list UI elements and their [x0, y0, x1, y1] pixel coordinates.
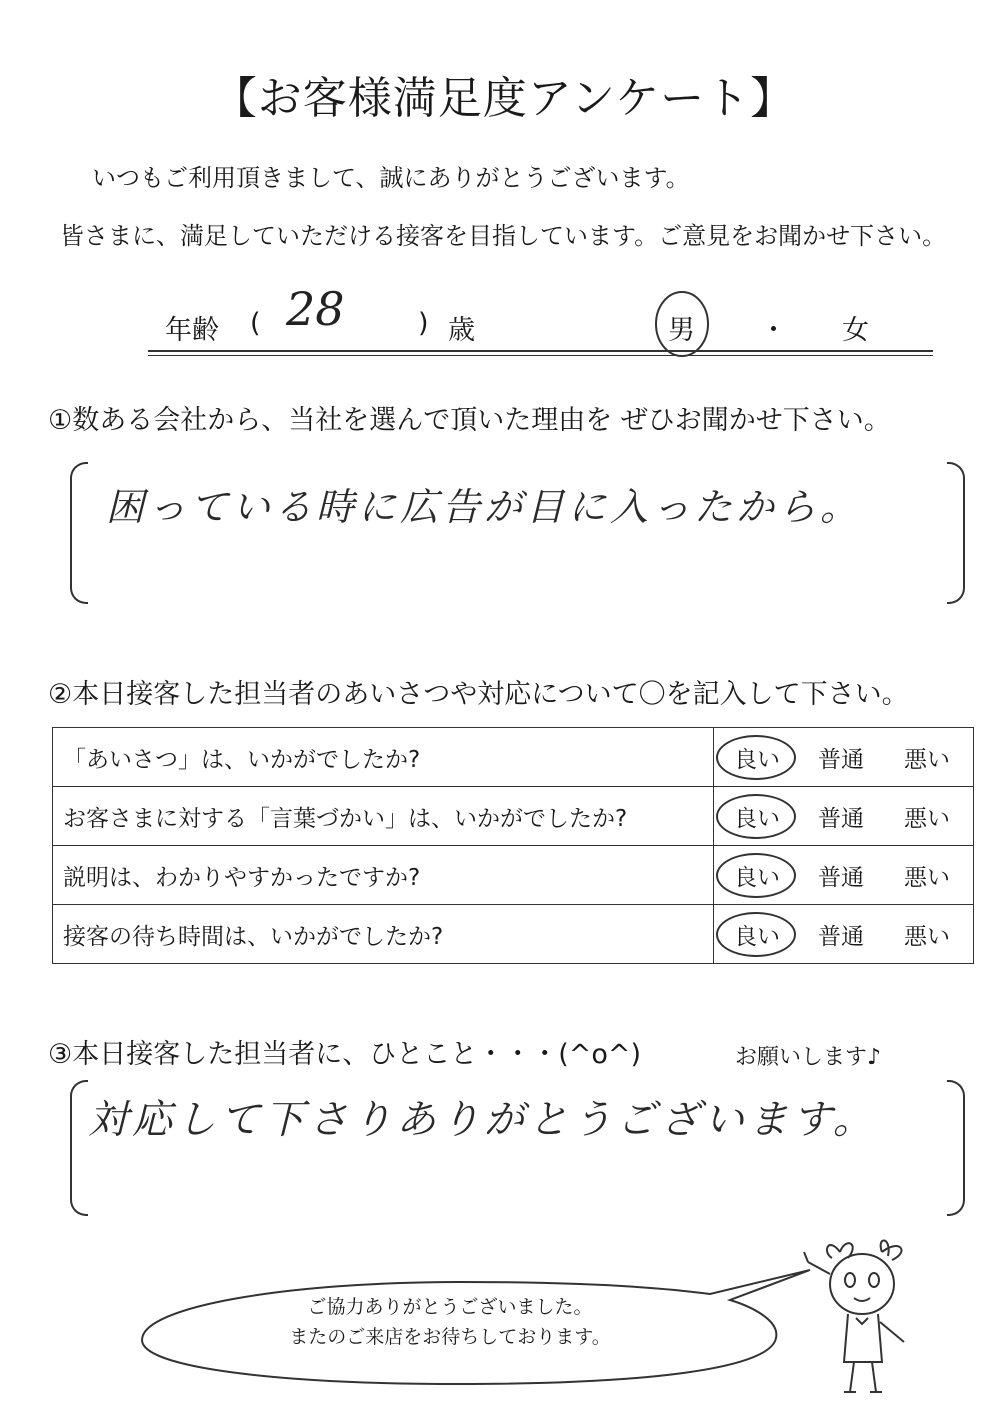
- gender-male-label: 男: [668, 315, 695, 346]
- rating-table: [52, 727, 974, 964]
- rating-option[interactable]: 悪い: [904, 746, 950, 773]
- q3-answer-box[interactable]: [70, 1080, 965, 1216]
- q1-answer-text: 困っている時に広告が目に入ったから。: [106, 485, 863, 529]
- table-row: [53, 728, 974, 787]
- rating-option[interactable]: 普通: [818, 864, 864, 891]
- q3-answer-text: 対応して下さりありがとうございます。: [88, 1097, 877, 1143]
- gender-separator: ・: [760, 315, 787, 346]
- footer-thanks: ご協力ありがとうございました。: [307, 1296, 593, 1318]
- age-unit: 歳: [448, 315, 475, 346]
- rating-option[interactable]: 悪い: [904, 805, 950, 832]
- left-bracket: [70, 1080, 88, 1216]
- mascot-icon: [800, 1222, 930, 1402]
- age-label: 年齢: [165, 315, 219, 346]
- rating-question: 「あいさつ」は、いかがでしたか?: [53, 728, 714, 787]
- rating-option[interactable]: 悪い: [904, 864, 950, 891]
- left-bracket: [70, 462, 88, 604]
- rating-option[interactable]: 良い: [722, 859, 792, 892]
- rating-option[interactable]: 良い: [722, 918, 792, 951]
- rating-option[interactable]: 普通: [818, 746, 864, 773]
- q3-note: お願いします♪: [735, 1045, 882, 1070]
- rating-question: お客さまに対する「言葉づかい」は、いかがでしたか?: [53, 787, 714, 846]
- rating-options: [714, 728, 974, 787]
- q3-question: ③本日接客した担当者に、ひとこと・・・(^o^): [48, 1039, 642, 1070]
- rating-question: 説明は、わかりやすかったですか?: [53, 846, 714, 905]
- right-bracket: [947, 1080, 965, 1216]
- intro-line-1: いつもご利用頂きまして、誠にありがとうございます。: [92, 164, 690, 192]
- table-row: [53, 846, 974, 905]
- rating-option[interactable]: 悪い: [904, 923, 950, 950]
- right-bracket: [947, 462, 965, 604]
- age-underline: [148, 350, 933, 356]
- gender-female[interactable]: 女: [842, 315, 869, 346]
- table-row: [53, 905, 974, 964]
- rating-option[interactable]: 良い: [722, 800, 792, 833]
- rating-question: 接客の待ち時間は、いかがでしたか?: [53, 905, 714, 964]
- rating-options: [714, 905, 974, 964]
- survey-title: 【お客様満足度アンケート】: [212, 73, 796, 124]
- q2-question: ②本日接客した担当者のあいさつや対応について〇を記入して下さい。: [48, 679, 909, 710]
- rating-options: [714, 846, 974, 905]
- footer-visit-again: またのご来店をお待ちしております。: [289, 1326, 611, 1348]
- age-value: 28: [286, 282, 345, 336]
- q1-answer-box[interactable]: [70, 462, 965, 604]
- rating-option[interactable]: 良い: [722, 741, 792, 774]
- rating-options: [714, 787, 974, 846]
- rating-option[interactable]: 普通: [818, 805, 864, 832]
- intro-line-2: 皆さまに、満足していただける接客を目指しています。ご意見をお聞かせ下さい。: [60, 222, 947, 250]
- age-paren-open: (: [250, 308, 261, 339]
- age-paren-close: ): [418, 308, 429, 339]
- gender-male[interactable]: [668, 308, 695, 347]
- rating-option[interactable]: 普通: [818, 923, 864, 950]
- q1-question: ①数ある会社から、当社を選んで頂いた理由を ぜひお聞かせ下さい。: [48, 405, 891, 436]
- table-row: [53, 787, 974, 846]
